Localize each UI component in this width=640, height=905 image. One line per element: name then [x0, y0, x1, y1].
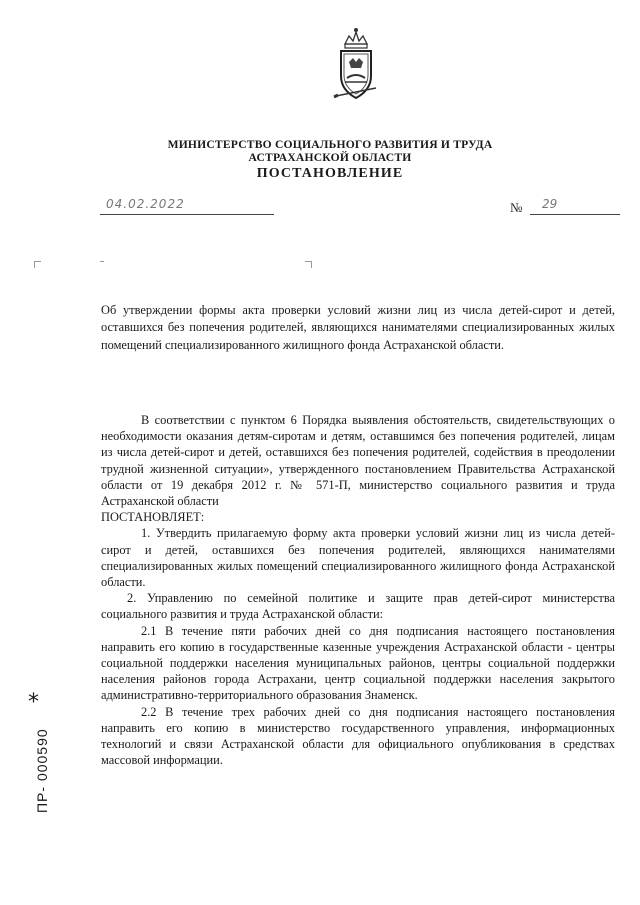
- document-subject: Об утверждении формы акта проверки условий жизни лиц из числа детей-сирот и детей, оставшихся без попечения родителей, являющихся нанимателями специализированных жилых помещений специализированного жилищного фонда Астраханской области.: [101, 303, 615, 352]
- document-number-label: №: [510, 200, 523, 215]
- item-2-1-paragraph: 2.1 В течение пяти рабочих дней со дня подписания настоящего постановления направить его копию в государственные казенные учреждения Астраханской области - центры социальной поддержки населения муниципальных районов, центры социальной поддержки населения районов города Астрахани, центр социальной поддержки населения закрытого административно-территориального образования Знаменск.: [101, 623, 615, 703]
- corner-mark: [34, 261, 41, 268]
- document-number: 29: [530, 197, 620, 215]
- ministry-name-line2: АСТРАХАНСКОЙ ОБЛАСТИ: [248, 151, 412, 164]
- resolves-heading: ПОСТАНОВЛЯЕТ:: [101, 510, 205, 525]
- item-2-paragraph: 2. Управлению по семейной политике и защите прав детей-сирот министерства социального развития и труда Астраханской области:: [101, 591, 615, 622]
- margin-star: *: [28, 690, 39, 715]
- document-type-title: ПОСТАНОВЛЕНИЕ: [256, 166, 404, 181]
- item-2-2-paragraph: 2.2 В течение трех рабочих дней со дня подписания настоящего постановления направить его копию в министерство государственного управления, информационных технологий и связи Астраханской области для официального опубликования в средствах массовой информации.: [101, 704, 615, 768]
- document-date: 04.02.2022: [100, 197, 274, 215]
- registration-id: ПР- 000590: [34, 728, 50, 813]
- item-1-paragraph: 1. Утвердить прилагаемую форму акта проверки условий жизни лиц из числа детей-сирот и детей, оставшихся без попечения родителей, являющихся нанимателями специализированных жилых помещений специализированного жилищного фонда Астраханской области.: [101, 526, 615, 590]
- corner-mark: [305, 261, 312, 268]
- preamble-paragraph: В соответствии с пунктом 6 Порядка выявления обстоятельств, свидетельствующих о необходимости оказания детям-сиротам и детям, оставшимся без попечения родителей, лицам из числа детей-сирот и детей, оставшихся без попечения родителей, содействия в преодолении трудной жизненной ситуации», утвержденного постановлением Правительства Астраханской области от 19 декабря 2012 г. № 571-П, министерство социального развития и труда Астраханской области: [101, 413, 615, 509]
- ministry-name-line1: МИНИСТЕРСТВО СОЦИАЛЬНОГО РАЗВИТИЯ И ТРУДА: [167, 138, 493, 151]
- coat-of-arms-icon: [331, 18, 381, 108]
- corner-mark: [100, 261, 104, 268]
- document-body: [101, 412, 615, 768]
